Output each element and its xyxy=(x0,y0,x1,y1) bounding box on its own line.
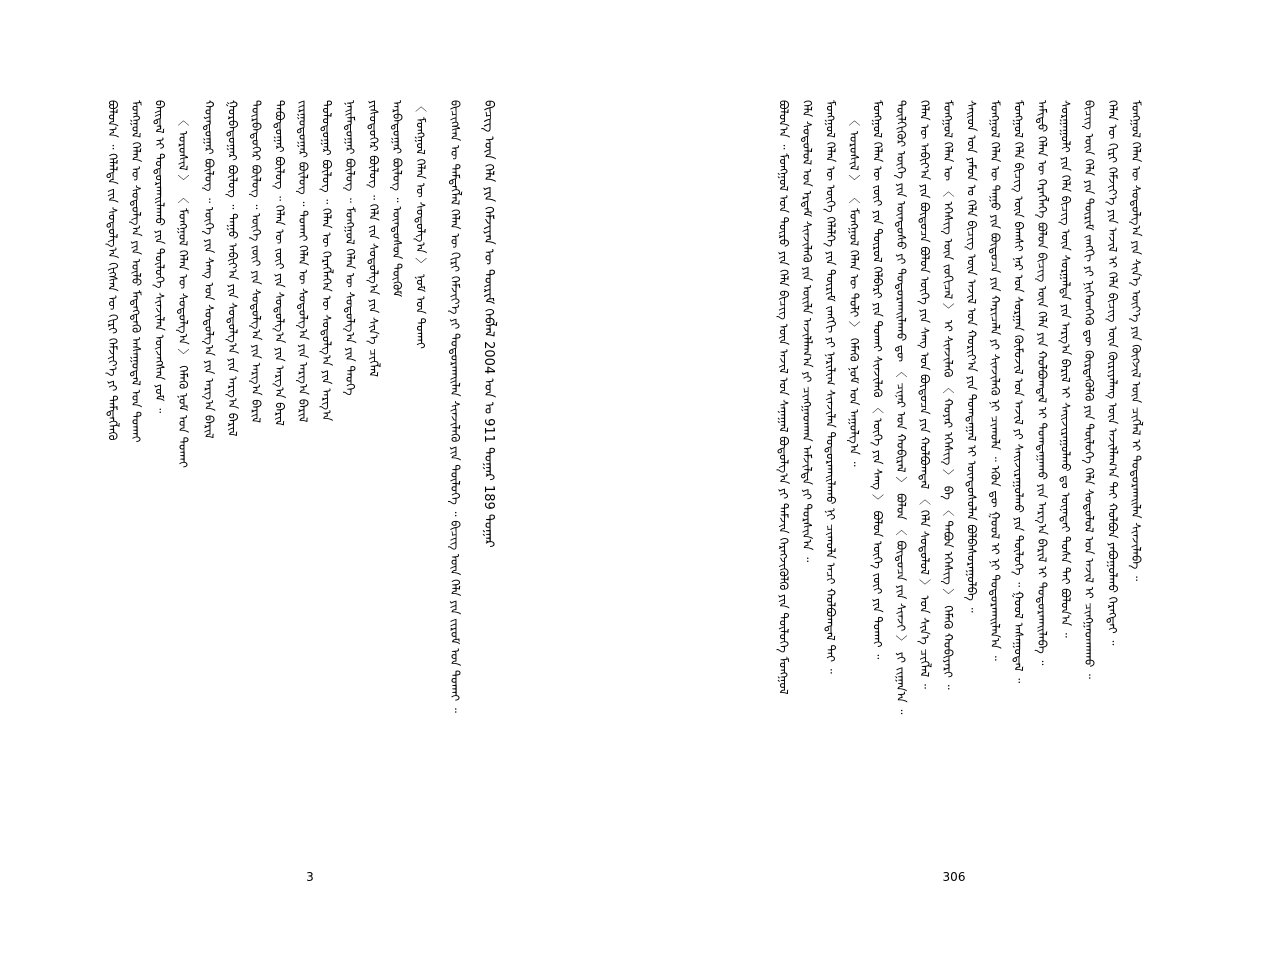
text-column: ᠪᠣᠯᠤᠨ᠎ᠠ ᠃ ᠬᠡᠯᠡᠯᠲᠡ ᠵᠢᠨ ᠰᠤᠳᠤᠯᠭ᠎ᠠ ᠬᠢᠭᠰᠡᠨ ᠦ ᠬᠢᠷᠢ ᠬᠡᠮᠵᠢᠶ᠎ᠡ ᠶᠢ ᠲᠡᠮᠳᠡᠭᠯᠡᠬᠦ xyxy=(105,100,120,441)
text-column: ᠲᠦᠯᠬᠢᠭᠦᠷ ᠦᠭᠡ ᠶᠢᠨ ᠦᠨᠳᠦᠰᠦ ᠶᠢ ᠲᠣᠳᠣᠷᠬᠠᠢᠯᠠᠬᠤ ᠳᠦ 〈 ᠴᠢᠨᠠᠷ ᠤᠨ ᠬᠤᠪᠢᠷᠠᠯ 〉 ᠪᠣᠯᠤᠨ 〈 ᠪᠦᠲᠦᠴᠡ ᠶᠢᠨ ᠰᠢᠨᠵᠢ 〉 ᠶᠢ ᠵᠢᠭᠠᠨ᠎ᠠ ᠃ xyxy=(894,100,908,715)
text-column: ᠮᠣᠩᠭᠣᠯ ᠬᠡᠯᠡᠨ ᠦ ᠰᠤᠳᠤᠯᠭ᠎ᠠ ᠶᠢᠨ ᠦᠯᠦ ᠮᠡᠳᠡᠭᠳᠡᠬᠦ ᠠᠰᠠᠭᠤᠳᠠᠯ ᠤᠨ ᠲᠤᠬᠠᠢ xyxy=(129,100,143,443)
text-column: ᠠᠮᠢᠳᠤ ᠬᠡᠯᠡᠨ ᠦ ᠬᠡᠷᠡᠭᠯᠡᠭᠡ ᠪᠣᠯᠤᠨ ᠪᠢᠴᠢᠭ ᠦᠨ ᠬᠡᠯᠡ ᠶᠢᠨ ᠬᠣᠯᠪᠣᠭᠳᠠᠯ ᠢ ᠲᠣᠭᠲᠠᠭᠠᠬᠤ ᠶᠢᠨ ᠠᠷᠭ᠎ᠠ ᠪᠠᠷᠢᠯ ᠢ ᠲᠣᠳᠣᠷᠬᠠᠢᠯᠠᠪᠠ ᠃ xyxy=(1035,100,1049,666)
text-column: ᠭᠤᠷᠪᠠᠳᠤᠭᠠᠷ ᠪᠦᠯᠦᠭ ᠃ ᠳᠠᠭᠤ ᠠᠪᠢᠶ᠎ᠠ ᠶᠢᠨ ᠰᠤᠳᠤᠯᠭ᠎ᠠ ᠶᠢᠨ ᠠᠷᠭ᠎ᠠ ᠪᠠᠷᠢᠯ xyxy=(225,100,240,437)
left-page-text-block xyxy=(100,100,500,860)
page-number: 3 xyxy=(306,870,314,884)
text-column: ᠳᠣᠯᠣᠳᠤᠭᠠᠷ ᠪᠦᠯᠦᠭ ᠃ ᠬᠡᠯᠡᠨ ᠦ ᠬᠡᠷᠡᠭᠯᠡᠭᠡᠨ ᠦ ᠰᠤᠳᠤᠯᠭ᠎ᠠ ᠶᠢᠨ ᠠᠷᠭ᠎ᠠ xyxy=(319,100,334,422)
right-page xyxy=(632,0,1265,978)
text-column: ᠬᠡᠯᠡᠨ ᠦ ᠬᠢᠷᠢ ᠬᠡᠮᠵᠢᠶ᠎ᠡ ᠶᠢᠨ ᠠᠵᠢᠯ ᠢ ᠬᠡᠯᠡ ᠪᠢᠴᠢᠭ ᠦᠨ ᠬᠦᠷᠢᠶᠡᠯᠡᠩ ᠦᠨ ᠠᠵᠢᠯᠯᠠᠭ᠎ᠠ ᠲᠠᠢ ᠬᠣᠯᠪᠣᠨ ᠶᠠᠪᠤᠭᠤᠯᠬᠤ ᠬᠡᠷᠡᠭᠲᠡᠢ ᠃ xyxy=(1105,100,1120,646)
text-column: ᠮᠣᠩᠭᠣᠯ ᠬᠡᠯᠡᠨ ᠦ ᠦᠭᠡ ᠬᠡᠯᠡᠯᠭᠡ ᠶᠢᠨ ᠳᠦᠷᠢᠮ ᠵᠠᠩᠭᠢ ᠶᠢ ᠨᠠᠷᠢᠯᠢᠭ ᠰᠢᠨᠵᠢᠯᠡᠨ ᠲᠣᠳᠣᠷᠬᠠᠢᠯᠠᠬᠤ ᠨᠢ ᠴᠢᠬᠤᠯᠠ ᠠᠴᠢ ᠬᠣᠯᠪᠣᠭᠳᠠᠯ ᠲᠠᠢ ᠃ xyxy=(823,100,838,674)
text-column: 〈 ᠣᠷᠣᠰᠢᠯ 〉 〈 ᠮᠣᠩᠭᠣᠯ ᠬᠡᠯᠡᠨ ᠦ ᠰᠤᠳᠤᠯᠭ᠎ᠠ 〉 ᠬᠡᠮᠡᠬᠦ ᠨᠣᠮ ᠤᠨ ᠲᠤᠬᠠᠢ xyxy=(176,114,190,468)
text-column: ᠪᠢᠴᠢᠭᠰᠡᠨ ᠦ ᠲᠡᠮᠳᠡᠭᠯᠡᠯ ᠬᠡᠯᠡᠨ ᠦ ᠬᠢᠷᠢ ᠬᠡᠮᠵᠢᠶ᠎ᠡ ᠶᠢ ᠲᠣᠳᠣᠷᠬᠠᠢᠯᠠᠨ ᠰᠢᠨᠵᠢᠯᠡᠬᠦ ᠶᠢᠨ ᠲᠥᠯᠥᠭᠡ ᠃ ᠪᠢᠴᠢᠭ ᠦᠨ ᠬᠡᠯᠡ ᠶᠢᠨ ᠵᠢᠷᠤᠮ ᠤᠨ ᠲᠤᠬᠠᠢ ᠃ xyxy=(447,100,462,713)
left-page xyxy=(0,0,632,978)
text-column: ᠨᠠᠢᠮᠠᠳᠤᠭᠠᠷ ᠪᠦᠯᠦᠭ ᠃ ᠮᠣᠩᠭᠣᠯ ᠬᠡᠯᠡᠨ ᠦ ᠰᠤᠳᠤᠯᠭ᠎ᠠ ᠶᠢᠨ ᠲᠡᠦᠬᠡ xyxy=(343,100,358,396)
text-column: ᠰᠤᠷᠭᠠᠭᠤᠯᠢ ᠶᠢᠨ ᠬᠡᠯᠡ ᠪᠢᠴᠢᠭ ᠦᠨ ᠰᠤᠷᠭᠠᠯᠲᠠ ᠶᠢᠨ ᠠᠷᠭ᠎ᠠ ᠪᠠᠷᠢᠯ ᠢ ᠰᠠᠢᠵᠢᠷᠠᠭᠤᠯᠬᠤ ᠳᠤ ᠦᠨᠡᠲᠡᠢ ᠲᠤᠰᠠ ᠲᠠᠢ ᠪᠣᠯᠤᠨ᠎ᠠ ᠃ xyxy=(1058,100,1073,638)
text-column: ᠶᠢᠰᠦᠳᠦᠭᠡᠷ ᠪᠦᠯᠦᠭ ᠃ ᠬᠡᠯᠡ ᠵᠢᠨ ᠰᠤᠳᠤᠯᠭ᠎ᠠ ᠶᠢᠨ ᠰᠢᠨ᠎ᠡ ᠴᠢᠭ᠌ᠯᠡᠯ xyxy=(366,100,381,377)
text-column: ᠮᠣᠩᠭᠣᠯ ᠬᠡᠯᠡᠨ ᠦ ᠰᠤᠳᠤᠯᠭ᠎ᠠ ᠶᠢᠨ ᠰᠢᠨ᠎ᠡ ᠦᠶ᠎ᠡ ᠶᠢᠨ ᠬᠦᠭᠵᠢᠯ ᠦᠨ ᠴᠢᠭ᠌ᠯᠡᠯ ᠢ ᠲᠣᠳᠣᠷᠬᠠᠢᠯᠠᠨ ᠰᠢᠨᠵᠢᠯᠡᠪᠡ ᠃ xyxy=(1129,100,1143,581)
text-column: ᠲᠠᠪᠤᠳᠤᠭᠠᠷ ᠪᠦᠯᠦᠭ ᠃ ᠬᠡᠯᠡᠨ ᠦ ᠵᠦᠢ ᠶᠢᠨ ᠰᠤᠳᠤᠯᠭ᠎ᠠ ᠶᠢᠨ ᠠᠷᠭ᠎ᠠ ᠪᠠᠷᠢᠯ xyxy=(272,100,287,426)
text-column: ᠵᠢᠷᠭᠤᠳᠤᠭᠠᠷ ᠪᠦᠯᠦᠭ ᠃ ᠲᠤᠬᠠᠢ ᠬᠡᠯᠡᠨ ᠦ ᠰᠤᠳᠤᠯᠭ᠎ᠠ ᠶᠢᠨ ᠠᠷᠭ᠎ᠠ ᠪᠠᠷᠢᠯ xyxy=(296,100,311,423)
column-gap xyxy=(727,100,749,860)
text-column: ᠮᠣᠩᠭᠣᠯ ᠬᠡᠯᠡᠨ ᠦ ᠳᠠᠭᠤ ᠶᠢᠨ ᠪᠦᠲᠦᠴᠡ ᠶᠢᠨ ᠬᠠᠷᠢᠴᠠᠯᠠ ᠶᠢ ᠰᠢᠨᠵᠢᠯᠡᠬᠦ ᠨᠢ ᠴᠢᠬᠤᠯᠠ ᠃ ᠡᠭᠦᠨ ᠳᠦ ᠭᠣᠣᠯ ᠢ ᠨᠢ ᠲᠣᠳᠣᠷᠬᠠᠢᠯᠠᠨ᠎ᠠ ᠃ xyxy=(988,100,1002,661)
text-column: ᠪᠠᠢᠳᠠᠯ ᠢ ᠲᠣᠳᠣᠷᠬᠠᠢᠯᠠᠬᠤ ᠶᠢᠨ ᠲᠥᠯᠥᠭᠡ ᠰᠢᠨᠵᠢᠯᠡᠨ ᠦᠵᠡᠭᠰᠡᠨ ᠶᠤᠮ ᠃ xyxy=(152,100,167,414)
text-column: ᠬᠡᠯᠡᠨ ᠦ ᠠᠪᠢᠶ᠎ᠠ ᠶᠢᠨ ᠪᠦᠲᠦᠴᠡ ᠪᠣᠯᠤᠨ ᠦᠭᠡ ᠶᠢᠨ ᠰᠠᠩ ᠤᠨ ᠪᠦᠲᠦᠴᠡ ᠶᠢᠨ ᠬᠣᠯᠪᠣᠭᠳᠠᠯ 〈 ᠬᠡᠯᠡ ᠰᠤᠳᠤᠯᠤᠯ 〉 ᠤᠨ ᠰᠢᠨ᠎ᠡ ᠴᠢᠭ᠌ᠯᠡᠯ ᠃ xyxy=(917,100,932,689)
title-column: ᠪᠢᠴᠢᠭ ᠦᠨ ᠬᠡᠯᠡ ᠶᠢᠨ ᠬᠡᠮᠵᠢᠶᠡᠨ ᠦ ᠳᠦᠷᠢᠮ ᠬᠡᠪᠯᠡᠯ 2004 ᠣᠨ ᠤ 911 ᠳᠤᠭᠠᠷ 189 ᠳᠤᠭᠠᠷ xyxy=(481,100,497,548)
text-column: ᠪᠢᠴᠢᠭ ᠦᠨ ᠬᠡᠯᠡ ᠶᠢᠨ ᠳᠦᠷᠢᠮ ᠵᠠᠩᠭᠢ ᠶᠢ ᠨᠢᠭᠡᠳᠬᠡᠬᠦ ᠳᠦ ᠬᠦᠷᠳᠡᠭᠦᠯᠬᠦ ᠶᠢᠨ ᠲᠥᠯᠥᠭᠡ ᠬᠡᠯᠡ ᠰᠤᠳᠤᠯᠤᠯ ᠤᠨ ᠠᠵᠢᠯ ᠢ ᠴᠢᠩᠭᠠᠳᠬᠠᠬᠤ ᠃ xyxy=(1082,100,1096,679)
text-column: ᠮᠣᠩᠭᠣᠯ ᠬᠡᠯᠡᠨ ᠦ ᠵᠦᠢ ᠶᠢᠨ ᠲᠥᠷᠦᠯ ᠬᠡᠯᠪᠡᠷᠢ ᠶᠢᠨ ᠲᠤᠬᠠᠢ ᠰᠢᠨᠵᠢᠯᠡᠬᠦ 〈 ᠦᠭᠡ ᠶᠢᠨ ᠰᠠᠩ 〉 ᠪᠣᠯᠤᠨ ᠦᠭᠡ ᠵᠦᠢ ᠶᠢᠨ ᠲᠤᠬᠠᠢ ᠃ xyxy=(870,100,885,660)
page-number: 306 xyxy=(942,870,966,884)
right-page-text-block xyxy=(727,100,1147,860)
text-column: ᠬᠣᠶᠠᠳᠤᠭᠠᠷ ᠪᠦᠯᠦᠭ ᠃ ᠦᠭᠡ ᠶᠢᠨ ᠰᠠᠩ ᠤᠨ ᠰᠤᠳᠤᠯᠭ᠎ᠠ ᠶᠢᠨ ᠠᠷᠭ᠎ᠠ ᠪᠠᠷᠢᠯ xyxy=(202,100,217,439)
text-column: ᠠᠷᠪᠠᠳᠤᠭᠠᠷ ᠪᠦᠯᠦᠭ ᠃ ᠦᠨᠳᠦᠰᠦᠨ ᠳᠦᠭᠦᠮ xyxy=(390,100,405,298)
text-column: ᠪᠣᠯᠤᠨ᠎ᠠ ᠃ ᠮᠣᠩᠭᠣᠯ ᠤᠨ ᠲᠦᠷᠦ ᠶᠢᠨ ᠬᠡᠯᠡ ᠪᠢᠴᠢᠭ ᠦᠨ ᠠᠵᠢᠯ ᠤᠨ ᠰᠠᠨᠠᠭᠠᠯ ᠪᠣᠳᠤᠯᠭ᠎ᠠ ᠶᠢ ᠳᠡᠮᠵᠢᠨ ᠬᠡᠷᠡᠭᠵᠢᠭᠦᠯᠬᠦ ᠶᠢᠨ ᠲᠥᠯᠥᠭᠡ ᠮᠣᠩᠭᠣᠯ xyxy=(776,100,791,695)
text-column: ᠮᠣᠩᠭᠣᠯ ᠬᠡᠯᠡᠨ ᠦ 〈 ᠡᠭᠡᠰᠢᠭ ᠦᠨ ᠵᠣᠬᠢᠴᠠᠯ 〉 ᠢ ᠰᠢᠨᠵᠢᠯᠡᠬᠦ 〈 ᠬᠣᠶᠠᠷ ᠡᠭᠡᠰᠢᠭ 〉 ᠪᠠ 〈 ᠲᠠᠪᠤᠨ ᠡᠭᠡᠰᠢᠭ 〉 ᠬᠡᠮᠡᠬᠦ ᠬᠤᠪᠢᠶᠠᠷᠢ ᠃ xyxy=(941,100,955,690)
text-column: 〈 ᠮᠣᠩᠭᠣᠯ ᠬᠡᠯᠡᠨ ᠦ ᠰᠤᠳᠤᠯᠭ᠎ᠠ 〉 ᠨᠣᠮ ᠤᠨ ᠲᠤᠬᠠᠢ xyxy=(413,100,428,349)
text-column: ᠰᠠᠢᠳ ᠤᠨ ᠶᠠᠮᠤᠨ ᠤ ᠬᠡᠯᠡ ᠪᠢᠴᠢᠭ ᠦᠨ ᠠᠵᠢᠯ ᠤᠨ ᠬᠣᠷᠢᠶ᠎ᠠ ᠶᠢᠨ ᠲᠣᠭᠲᠠᠭᠠᠯ ᠢ ᠦᠨᠳᠦᠰᠦᠯᠡᠨ ᠪᠣᠯᠪᠠᠰᠤᠷᠠᠭᠤᠯᠪᠠ ᠃ xyxy=(964,100,979,613)
column-gap xyxy=(749,100,771,860)
text-column: ᠮᠣᠩᠭᠣᠯ ᠬᠡᠯᠡ ᠪᠢᠴᠢᠭ ᠦᠨ ᠪᠠᠭᠰᠢ ᠨᠠᠷ ᠤᠨ ᠰᠤᠷᠭᠠᠨ ᠬᠦᠮᠦᠵᠢᠯ ᠤᠨ ᠠᠵᠢᠯ ᠶᠢ ᠰᠠᠢᠵᠢᠷᠠᠭᠤᠯᠬᠤ ᠶᠢᠨ ᠲᠥᠯᠥᠭᠡ ᠃ ᠭᠣᠣᠯ ᠠᠰᠠᠭᠤᠳᠠᠯ ᠃ xyxy=(1011,100,1026,684)
text-column: 〈 ᠣᠷᠣᠰᠢᠯ 〉 〈 ᠮᠣᠩᠭᠣᠯ ᠬᠡᠯᠡᠨ ᠦ ᠲᠣᠯᠢ 〉 ᠬᠡᠮᠡᠬᠦ ᠨᠣᠮ ᠤᠨ ᠠᠭᠤᠯᠭ᠎ᠠ ᠃ xyxy=(847,114,861,467)
text-column: ᠬᠡᠯᠡ ᠰᠤᠳᠤᠯᠤᠯ ᠤᠨ ᠡᠷᠳᠡᠮ ᠰᠢᠨᠵᠢᠯᠡᠬᠦ ᠶᠢᠨ ᠦᠢᠯᠡ ᠠᠵᠢᠯᠯᠠᠭ᠎ᠠ ᠶᠢ ᠴᠢᠩᠭᠠᠳᠬᠠᠨ ᠠᠮᠵᠢᠯᠲᠠ ᠶᠢ ᠲᠤᠷᠰᠢᠨ᠎ᠠ ᠃ xyxy=(800,100,814,563)
text-column: ᠳᠥᠷᠪᠡᠳᠦᠭᠡᠷ ᠪᠦᠯᠦᠭ ᠃ ᠦᠭᠡ ᠵᠦᠢ ᠶᠢᠨ ᠰᠤᠳᠤᠯᠭ᠎ᠠ ᠶᠢᠨ ᠠᠷᠭ᠎ᠠ ᠪᠠᠷᠢᠯ xyxy=(249,100,264,423)
